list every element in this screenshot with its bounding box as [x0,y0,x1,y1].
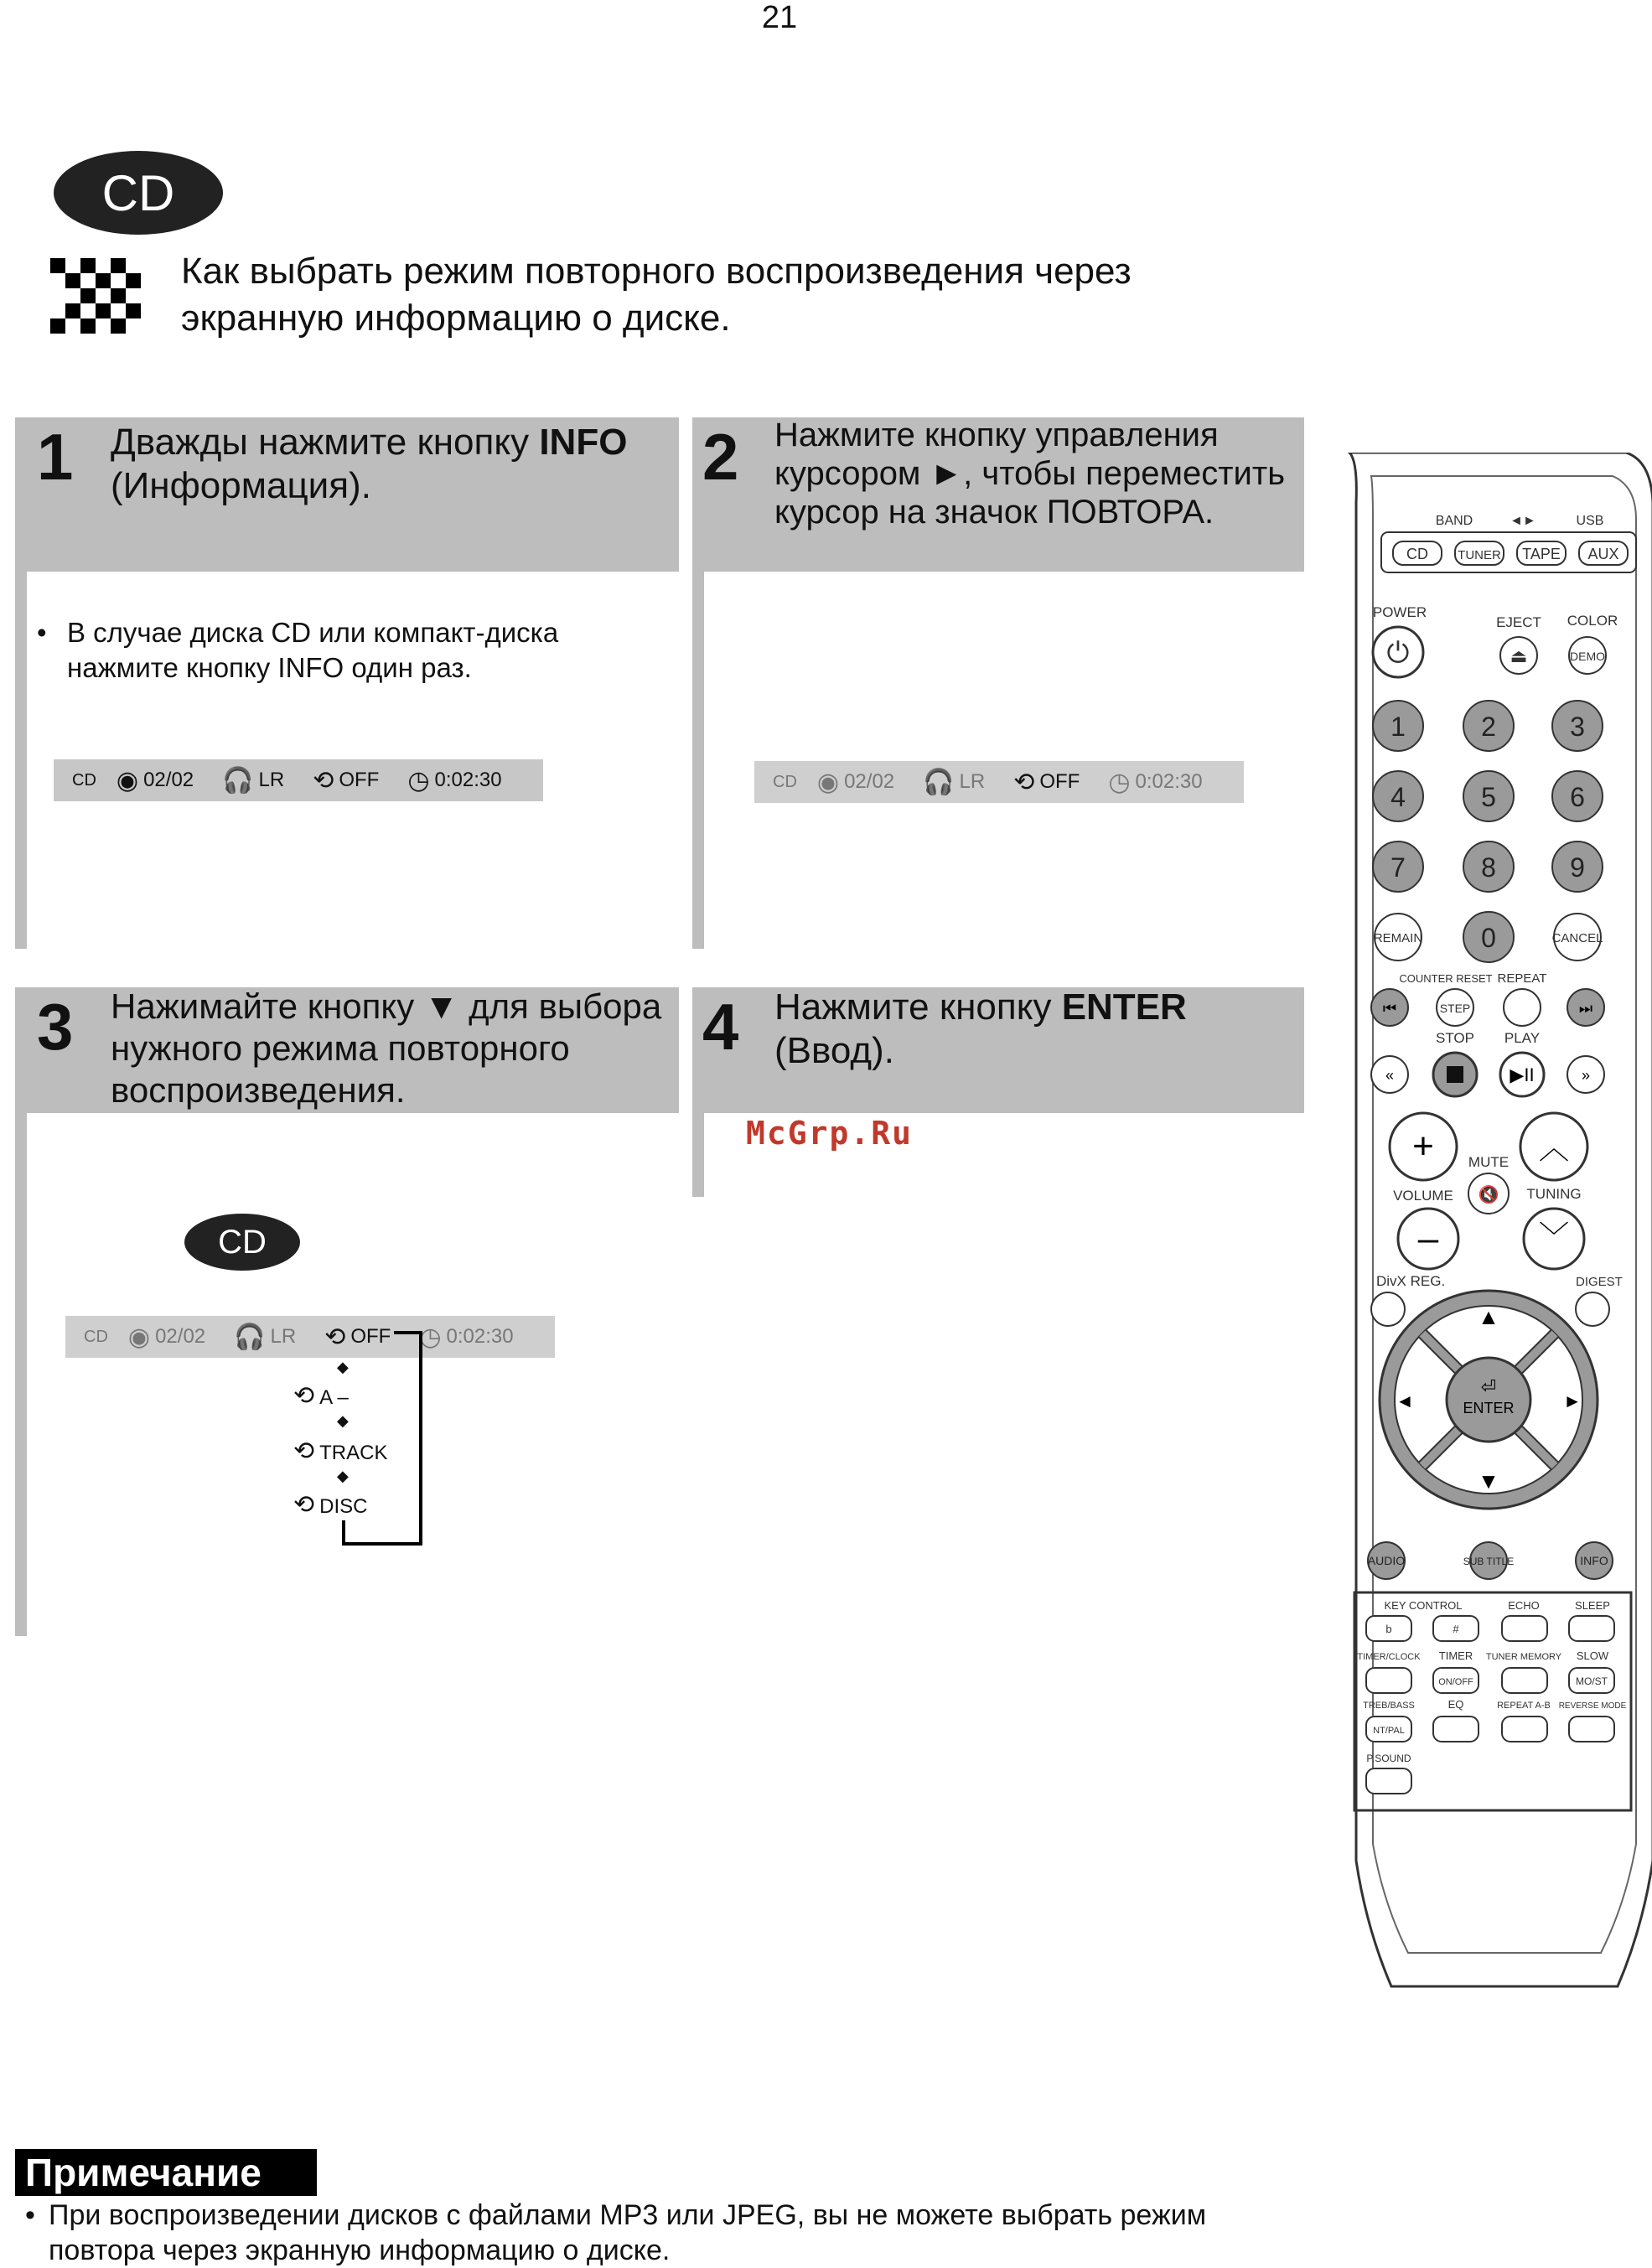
skip-forward-icon: ⏭ [1578,1000,1593,1017]
svg-text:2: 2 [1481,712,1496,742]
label-color: COLOR [1567,613,1618,629]
stop-icon [1447,1066,1463,1083]
digit-2-button[interactable] [1463,701,1514,751]
down-arrow-icon: ◆ [337,1468,349,1484]
button-cd[interactable] [1393,541,1442,565]
p-sound-button[interactable] [1366,1768,1411,1794]
remote-control [1324,453,1652,1995]
step1-text: Дважды нажмите кнопку INFO (Информация). [111,422,628,506]
svg-text:TUNER: TUNER [1458,548,1501,562]
cd-badge-small: CD [184,1214,300,1271]
demo-button[interactable] [1569,637,1606,674]
headphones-icon: 🎧 [234,1323,266,1351]
svg-text:CANCEL: CANCEL [1551,931,1603,945]
osd-repeat: ⟲ OFF [324,1323,391,1351]
rewind-button[interactable] [1371,1056,1408,1093]
label-play: PLAY [1504,1030,1541,1046]
next-track-button[interactable] [1567,989,1604,1026]
volume-down-button[interactable] [1398,1209,1458,1269]
digest-button[interactable] [1576,1292,1609,1326]
disc-icon: ◉ [816,768,840,796]
step2-sidebar [692,572,704,949]
svg-text:4: 4 [1390,782,1406,812]
osd-disc: CD [773,772,797,791]
step4-text: Нажмите кнопку ENTER (Ввод). [774,986,1187,1071]
repeat-icon: ⟲ [324,1323,346,1351]
power-icon: ⏻ [1386,637,1410,669]
echo-button[interactable] [1502,1616,1547,1641]
repeat-icon: ⟲ [313,766,334,795]
cd-badge: CD [54,151,223,235]
label-counter-reset: COUNTER RESET [1399,972,1493,985]
play-pause-icon: ▶II [1510,1064,1535,1085]
osd-bar-step1 [54,759,543,801]
label-digest: DIGEST [1576,1275,1623,1289]
digit-9-button[interactable] [1552,841,1603,892]
osd-track: ◉ 02/02 [116,766,194,795]
osd-time: ◷ 0:02:30 [1108,768,1203,796]
key-sharp-button[interactable] [1433,1616,1479,1641]
svg-text:TAPE: TAPE [1522,546,1561,562]
play-pause-button[interactable] [1500,1053,1544,1096]
label-p-sound: P.SOUND [1366,1753,1411,1764]
timer-onoff-button[interactable] [1433,1668,1479,1693]
svg-text:1: 1 [1390,712,1406,742]
disc-icon: ◉ [127,1323,151,1351]
mo-st-button[interactable] [1569,1668,1614,1693]
button-tape[interactable] [1517,541,1566,565]
svg-text:8: 8 [1481,852,1496,883]
digit-3-button[interactable] [1552,701,1603,751]
svg-text:SUB TITLE: SUB TITLE [1463,1556,1515,1567]
audio-button[interactable] [1368,1542,1405,1579]
skip-back-icon: ⏮ [1382,1000,1397,1017]
tuning-down-button[interactable] [1524,1209,1584,1269]
headphones-icon: 🎧 [923,768,955,796]
svg-text:NT/PAL: NT/PAL [1373,1726,1405,1736]
sleep-button[interactable] [1569,1616,1614,1641]
label-divx-reg: DivX REG. [1376,1273,1446,1289]
chevron-up-icon: ︿ [1538,1131,1570,1165]
disc-icon: ◉ [116,766,139,795]
digit-7-button[interactable] [1373,841,1423,892]
osd-audio: 🎧 LR [222,766,285,795]
label-tuner-memory: TUNER MEMORY [1485,1652,1562,1662]
step-button[interactable] [1437,989,1473,1026]
repeat-mode-ab: ⟲ A – [293,1382,349,1410]
label-key-control: KEY CONTROL [1384,1599,1463,1612]
step1-sidebar [15,572,27,949]
osd-bar-step2 [754,761,1244,803]
label-timer-clock: TIMER/CLOCK [1357,1652,1421,1662]
tuning-up-button[interactable] [1520,1113,1587,1180]
svg-text:3: 3 [1570,712,1585,742]
enter-button[interactable] [1447,1358,1530,1442]
timer-clock-button[interactable] [1366,1668,1411,1693]
repeat-ab-button[interactable] [1502,1717,1547,1742]
label-band: BAND [1435,514,1473,528]
label-treb-bass: TREB/BASS [1363,1701,1415,1711]
osd-track: ◉ 02/02 [127,1323,206,1351]
svg-text:0: 0 [1481,923,1496,953]
digit-4-button[interactable] [1373,771,1423,821]
eject-button[interactable] [1500,637,1537,674]
eject-icon: ⏏ [1510,645,1528,666]
digit-6-button[interactable] [1552,771,1603,821]
clock-icon: ◷ [419,1323,442,1351]
label-repeat: REPEAT [1497,971,1547,986]
label-reverse-mode: REVERSE MODE [1558,1701,1627,1711]
label-arrows: ◄► [1510,514,1536,528]
reverse-mode-button[interactable] [1569,1717,1614,1742]
svg-text:5: 5 [1481,782,1496,812]
nav-up-button[interactable]: ▲ [1478,1304,1499,1329]
watermark: McGrp.Ru [746,1115,914,1152]
rewind-icon: « [1385,1067,1395,1084]
checker-icon [50,251,154,339]
step4-number: 4 [702,990,739,1064]
svg-text:MO/ST: MO/ST [1576,1675,1608,1687]
repeat-icon: ⟲ [293,1491,315,1519]
volume-up-button[interactable] [1390,1113,1457,1180]
osd-repeat: ⟲ OFF [313,766,380,795]
button-tuner[interactable] [1455,541,1504,565]
label-tuning: TUNING [1526,1186,1582,1202]
label-timer: TIMER [1438,1649,1473,1662]
digit-0-button[interactable] [1463,912,1514,962]
step2-text: Нажмите кнопку управления курсором ►, чтобы переместить курсор на значок ПОВТОРА. [774,417,1286,531]
step2-number: 2 [702,420,739,494]
note-body: • При воспроизведении дисков с файлами MP3 или JPEG, вы не можете выбрать режим повтора через экранную информацию о диске. [25,2199,1207,2266]
step1-note: • В случае диска CD или компакт-диска нажмите кнопку INFO один раз. [37,617,559,683]
svg-text:DEMO: DEMO [1570,650,1605,663]
fast-forward-button[interactable] [1567,1056,1604,1093]
digit-1-button[interactable] [1373,701,1423,751]
label-volume: VOLUME [1393,1188,1453,1204]
mute-icon: 🔇 [1478,1186,1499,1204]
osd-time: ◷ 0:02:30 [407,766,502,795]
repeat-icon: ⟲ [293,1437,315,1465]
svg-text:ON/OFF: ON/OFF [1438,1677,1473,1687]
svg-text:9: 9 [1570,852,1585,883]
label-slow: SLOW [1576,1649,1609,1662]
key-flat-button[interactable] [1366,1616,1411,1641]
nt-pal-button[interactable] [1366,1717,1411,1742]
osd-audio: 🎧 LR [234,1323,297,1351]
repeat-icon: ⟲ [293,1382,315,1410]
osd-track: ◉ 02/02 [816,768,895,796]
step3-sidebar [15,1113,27,1636]
cancel-button[interactable] [1552,914,1603,961]
label-echo: ECHO [1508,1599,1540,1612]
svg-text:INFO: INFO [1580,1554,1608,1567]
repeat-button[interactable] [1504,989,1541,1026]
osd-disc: CD [72,770,96,790]
plus-icon: + [1412,1126,1434,1167]
prev-track-button[interactable] [1371,989,1408,1026]
info-button[interactable] [1576,1542,1613,1579]
intro-text: Как выбрать режим повторного воспроизведения через экранную информацию о диске. [181,251,1132,339]
page-number: 21 [761,0,798,35]
osd-audio: 🎧 LR [923,768,986,796]
label-eq: EQ [1447,1698,1464,1711]
tuner-memory-button[interactable] [1502,1668,1547,1693]
label-stop: STOP [1436,1030,1474,1046]
down-arrow-icon: ◆ [337,1359,349,1375]
repeat-mode-track: ⟲ TRACK [293,1437,388,1465]
nav-down-button[interactable]: ▼ [1478,1468,1499,1494]
eq-button[interactable] [1433,1717,1479,1742]
nav-left-button[interactable]: ◄ [1396,1390,1414,1411]
label-usb: USB [1576,514,1604,528]
label-mute: MUTE [1468,1154,1510,1170]
svg-text:b: b [1385,1623,1392,1635]
step3-number: 3 [37,990,74,1064]
svg-text:STEP: STEP [1439,1002,1471,1015]
svg-text:REMAIN: REMAIN [1373,931,1423,945]
step1-number: 1 [37,420,74,494]
label-eject: EJECT [1496,614,1541,630]
clock-icon: ◷ [407,766,430,795]
repeat-icon: ⟲ [1013,768,1035,796]
svg-text:AUX: AUX [1587,546,1619,562]
svg-text:6: 6 [1570,782,1585,812]
down-arrow-icon: ◆ [337,1412,349,1429]
remain-button[interactable] [1374,914,1422,961]
svg-text:AUDIO: AUDIO [1367,1554,1406,1567]
svg-text:CD: CD [1406,546,1428,562]
headphones-icon: 🎧 [222,766,254,795]
divx-reg-button[interactable] [1371,1292,1405,1326]
minus-icon: – [1417,1218,1439,1259]
svg-text:ENTER: ENTER [1463,1400,1515,1416]
stop-button[interactable] [1433,1053,1477,1096]
osd-repeat: ⟲ OFF [1013,768,1080,796]
step3-text: Нажимайте кнопку ▼ для выбора нужного режима повторного воспроизведения. [111,986,662,1110]
digit-8-button[interactable] [1463,841,1514,892]
svg-text:#: # [1453,1623,1459,1635]
chevron-down-icon: ﹀ [1538,1219,1570,1254]
note-title: Примечание [15,2149,317,2196]
power-button[interactable] [1373,627,1423,677]
label-sleep: SLEEP [1575,1599,1610,1612]
clock-icon: ◷ [1108,768,1131,796]
digit-5-button[interactable] [1463,771,1514,821]
enter-icon: ⏎ [1480,1376,1497,1397]
mute-button[interactable] [1468,1173,1509,1214]
fast-forward-icon: » [1581,1067,1591,1084]
osd-time: ◷ 0:02:30 [419,1323,514,1351]
label-power: POWER [1372,604,1427,620]
nav-right-button[interactable]: ► [1563,1390,1582,1411]
osd-disc: CD [84,1327,108,1346]
button-aux[interactable] [1579,541,1628,565]
label-repeat-ab: REPEAT A-B [1497,1701,1551,1711]
step4-sidebar [692,1113,704,1197]
svg-text:7: 7 [1390,852,1406,883]
repeat-mode-disc: ⟲ DISC [293,1491,368,1519]
